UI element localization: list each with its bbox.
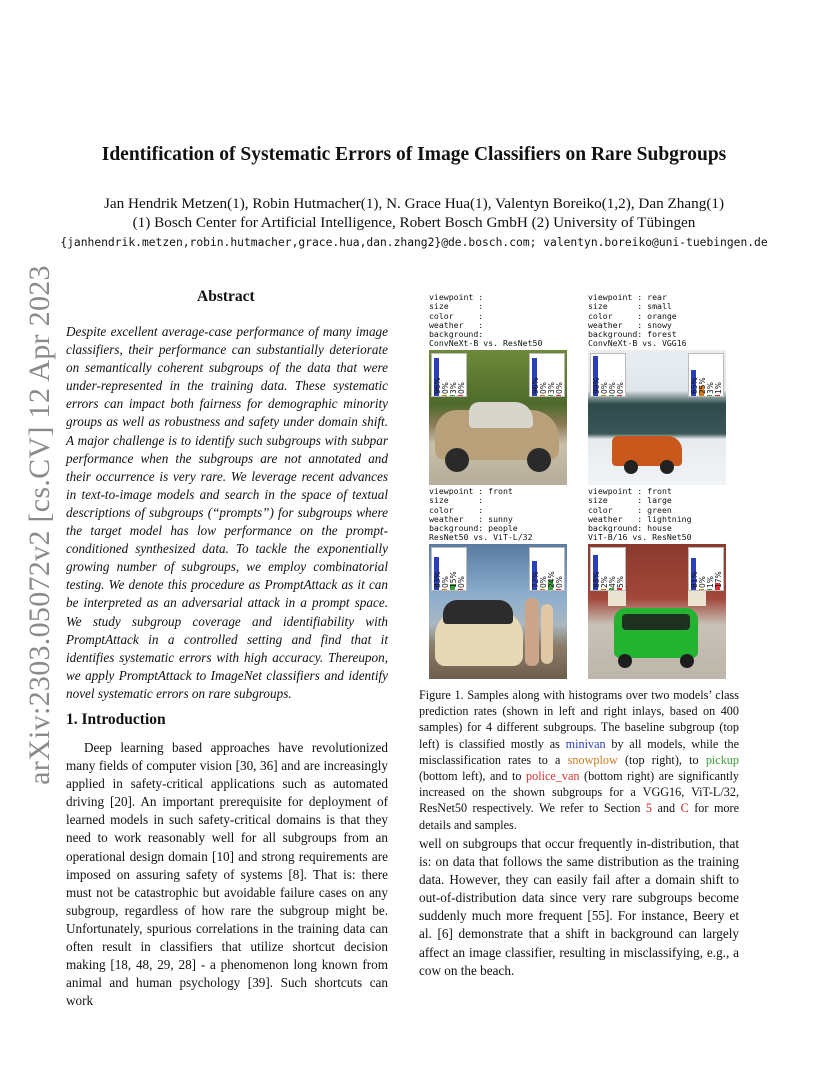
histogram-bar (548, 395, 553, 396)
arxiv-side-label: arXiv:2303.05072v2 [cs.CV] 12 Apr 2023 (23, 265, 56, 785)
histogram-label: 24% (547, 571, 556, 588)
panel-image-mini-people (429, 544, 567, 679)
histogram-bar (450, 395, 455, 396)
histogram-bar (442, 395, 447, 396)
histogram-label: 65% (690, 377, 699, 394)
right-column-body: well on subgroups that occur frequently in-distribution, that is: on data that follows the same distribution as the training data. However, they can easily fail after a domain shift to out-of-distribution data since very rare subgroups become suddenly much more frequent [55]. For instance, Beery et al. [6] demonstrate that a shift in background can largely affect an image classifier, resulting in misclassifying, e.g., a cow on the beach. (419, 836, 739, 978)
histogram-label: 88% (592, 571, 601, 588)
histogram-label: 25% (698, 377, 707, 394)
histogram-label: 72% (531, 571, 540, 588)
histogram-label: 15% (449, 571, 458, 588)
panel-subgroup-text: viewpoint : rear size : small color : orange weather : snowy background: forest ConvNeXt-B vs. VGG16 (588, 292, 687, 349)
caption-text: (top right), to (617, 752, 706, 767)
caption-minivan: minivan (565, 736, 606, 751)
histogram-bar (540, 589, 545, 590)
left-histogram-inlay (431, 353, 467, 397)
histogram-bar (601, 395, 606, 396)
histogram-label: 0% (441, 575, 450, 588)
introduction-heading: 1. Introduction (66, 711, 166, 728)
histogram-label: 3% (547, 381, 556, 394)
histogram-label: 0% (608, 381, 617, 394)
panel-image-orange-van-snow (588, 350, 726, 485)
panel-image-tan-minivan (429, 350, 567, 485)
histogram-bar (707, 395, 712, 396)
left-histogram-inlay (431, 547, 467, 591)
figure-panel-bottom-left (429, 487, 581, 679)
histogram-label: 17% (714, 571, 723, 588)
histogram-bar (601, 589, 606, 590)
right-histogram-inlay (688, 353, 724, 397)
introduction-paragraph: Deep learning based approaches have revolutionized many fields of computer vision [30, 36] and are increasingly applied in safety-critical applications such as automated driving [20]. An important prerequisite for deployment of learned models in such safety-critical domains is that they need to work reasonably well for all subgroups from an operational design domain [10] and strong requirements are imposed on assuring safety of systems [8]. That is: there must not be catastrophic but avoidable failure cases on any subgroup, regardless of how rare the subgroup might be. Unfortunately, spurious correlations in the training data can often result in classifiers that utilize shortcut decision making [18, 48, 29, 28] - a phenomenon long known from animal and human psychology [39]. Such shortcuts can work (66, 740, 388, 1009)
histogram-label: 1% (714, 381, 723, 394)
caption-snowplow: snowplow (567, 752, 618, 767)
caption-text: by all models, while the misclassification rates to a (419, 736, 739, 767)
histogram-label: 3% (706, 381, 715, 394)
histogram-label: 0% (441, 381, 450, 394)
histogram-label: 5% (616, 575, 625, 588)
histogram-bar (617, 588, 622, 590)
caption-text: (bottom left), and to (419, 769, 527, 784)
histogram-bar (458, 589, 463, 590)
histogram-label: 0% (539, 575, 548, 588)
histogram-label: 2% (600, 575, 609, 588)
histogram-bar (556, 589, 561, 590)
panel-subgroup-text: viewpoint : size : color : weather : background: ConvNeXt-B vs. ResNet50 (429, 292, 543, 349)
author-block (60, 194, 768, 232)
affiliations: (1) Bosch Center for Artificial Intelligence, Robert Bosch GmbH (2) University of Tübingen (132, 214, 696, 231)
histogram-label: 81% (690, 571, 699, 588)
left-histogram-inlay (590, 353, 626, 397)
histogram-bar (556, 395, 561, 396)
histogram-bar (458, 395, 463, 396)
histogram-bar (707, 589, 712, 590)
histogram-bar (609, 395, 614, 396)
panel-image-green-van-house (588, 544, 726, 679)
histogram-label: 0% (539, 381, 548, 394)
histogram-label: 0% (457, 575, 466, 588)
left-histogram-inlay (590, 547, 626, 591)
histogram-bar (699, 589, 704, 590)
histogram-bar (540, 395, 545, 396)
paper-title: Identification of Systematic Errors of Image Classifiers on Rare Subgroups (101, 144, 727, 165)
figure-panel-top-right (588, 293, 740, 485)
figure-panel-top-left (429, 293, 581, 485)
right-histogram-inlay (688, 547, 724, 591)
caption-text: for more details and samples. (419, 801, 739, 832)
figure-panel-bottom-right (588, 487, 740, 679)
histogram-label: 3% (449, 381, 458, 394)
panel-subgroup-text: viewpoint : front size : large color : green weather : lightning background: house ViT-B/16 vs. ResNet50 (588, 486, 692, 543)
panel-subgroup-text: viewpoint : front size : color : weather : sunny background: people ResNet50 vs. ViT-L/32 (429, 486, 533, 543)
histogram-label: 96% (531, 377, 540, 394)
histogram-label: 0% (698, 575, 707, 588)
introduction-body (66, 739, 388, 1010)
author-list: Jan Hendrik Metzen(1), Robin Hutmacher(1), N. Grace Hua(1), Valentyn Boreiko(1,2), Dan Zhang(1) (103, 195, 725, 212)
caption-pickup: pickup (705, 752, 739, 767)
histogram-bar (715, 395, 720, 396)
right-histogram-inlay (529, 547, 565, 591)
caption-text: (bottom right) are significantly increased on the shown subgroups for a VGG16, ViT-L/32, ResNet50 respectively. We refer to Section (419, 769, 739, 816)
caption-text: Figure 1. Samples along with histograms over two models’ class prediction rates (shown in left and right inlays, based on 400 samples) for 4 different subgroups. The baseline subgroup (top left) is classified mostly as (419, 688, 739, 751)
figure-caption (419, 687, 739, 833)
histogram-label: 0% (457, 381, 466, 394)
appendix-link[interactable]: C (680, 801, 689, 816)
histogram-label: 1% (706, 575, 715, 588)
histogram-label: 4% (608, 575, 617, 588)
histogram-label: 0% (555, 575, 564, 588)
histogram-label: 99% (592, 377, 601, 394)
author-emails: {janhendrik.metzen,robin.hutmacher,grace.hua,dan.zhang2}@de.bosch.com; valentyn.boreiko@uni-tuebingen.de (60, 236, 768, 249)
histogram-bar (617, 395, 622, 396)
caption-police-van: police_van (526, 769, 580, 784)
histogram-bar (442, 589, 447, 590)
histogram-label: 0% (600, 381, 609, 394)
caption-text: and (652, 801, 681, 816)
histogram-label: 0% (616, 381, 625, 394)
histogram-bar (609, 588, 614, 590)
histogram-label: 0% (555, 381, 564, 394)
abstract-heading: Abstract (197, 288, 255, 305)
right-histogram-inlay (529, 353, 565, 397)
abstract-body: Despite excellent average-case performance of many image classifiers, their performance can substantially deteriorate on semantically coherent subgroups of the data that were under-represented in the training data. These systematic errors can impact both fairness for demographic minority groups as well as robustness and safety under domain shift. A major challenge is to identify such subgroups with subpar performance when the subgroups are not annotated and their occurrence is very rare. We leverage recent advances in text-to-image models and search in the space of textual descriptions of subgroups (“prompts”) for subgroups where the target model has low performance on the prompt-conditioned synthesized data. To tackle the exponentially growing number of subgroups, we employ combinatorial testing. We denote this procedure as PromptAttack as it can be interpreted as an adversarial attack in a prompt space. We study subgroup coverage and identifiability with PromptAttack in a controlled setting and find that it identifies systematic errors with high accuracy. Thereupon, we apply PromptAttack to ImageNet classifiers and identify novel systematic errors on rare subgroups. (66, 324, 388, 701)
histogram-label: 83% (433, 571, 442, 588)
section-link[interactable]: 5 (645, 801, 653, 816)
histogram-label: 96% (433, 377, 442, 394)
